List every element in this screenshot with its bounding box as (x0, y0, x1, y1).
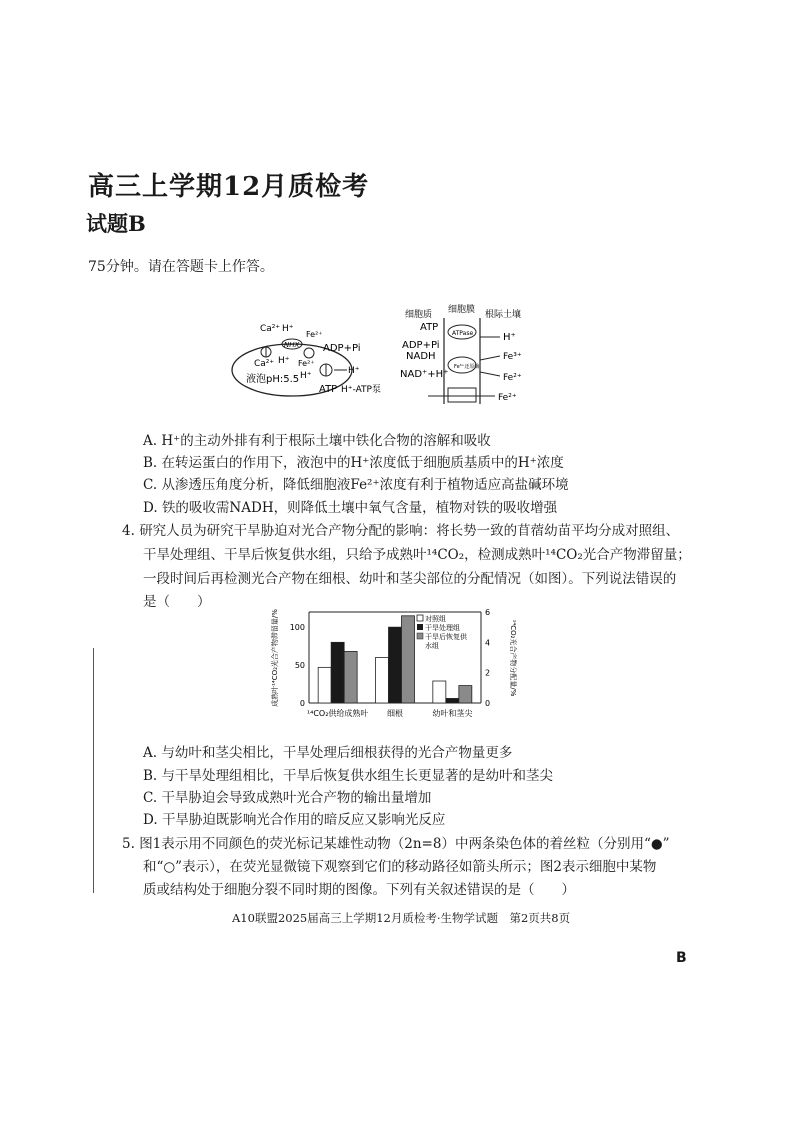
q4-line-2: 干旱处理组、干旱后恢复供水组，只给予成熟叶¹⁴CO₂，检测成熟叶¹⁴CO₂光合产物滞留量； (143, 547, 691, 563)
label-atp-r: ATP (420, 322, 439, 333)
q5-line-2: 和“○”表示），在荧光显微镜下观察到它们的移动路径如箭头所示；图2表示细胞中某物 (143, 859, 657, 875)
bar-2-3 (402, 616, 415, 703)
label-soil: 根际土壤 (485, 310, 522, 320)
chart-category-labels (307, 708, 472, 718)
bar-2-2 (389, 627, 402, 703)
bar-2-1 (376, 658, 389, 704)
page-footer: A10联盟2025届高三上学期12月质检考·生物学试题 第2页共8页 (232, 911, 571, 925)
q4-option-c: C. 干旱胁迫会导致成熟叶光合产物的输出量增加 (143, 790, 432, 806)
left-tick-0: 0 (299, 699, 305, 708)
legend-recovery-cont: 水组 (425, 642, 439, 650)
label-h-atp-pump: H⁺-ATP泵 (341, 385, 381, 395)
exam-note: 75分钟。请在答题卡上作答。 (88, 259, 274, 275)
label-ca2-mid: Ca²⁺ (254, 359, 275, 369)
bar-chart (265, 608, 525, 730)
legend-swatch-drought (417, 624, 423, 630)
left-tick-100: 100 (289, 623, 305, 633)
category-label-1: ¹⁴CO₂供给成熟叶 (306, 709, 369, 718)
page-mark: B (676, 950, 687, 966)
margin-line (93, 648, 94, 893)
legend-control: 对照组 (425, 615, 446, 623)
right-tick-4: 4 (485, 638, 491, 648)
q4-line-3: 一段时间后再检测光合产物在细根、幼叶和茎尖部位的分配情况（如图）。下列说法错误的 (143, 571, 677, 587)
label-atpase: ATPase (452, 330, 474, 337)
label-fe3: Fe³⁺ (503, 352, 522, 362)
q5-line-3: 质或结构处于细胞分裂不同时期的图像。下列有关叙述错误的是（ ） (143, 882, 575, 898)
label-cell-membrane: 细胞膜 (448, 305, 476, 315)
category-label-3: 幼叶和茎尖 (432, 709, 473, 718)
right-membrane-diagram (400, 302, 550, 410)
bar-1-1 (318, 667, 331, 703)
label-h-mid: H⁺ (278, 356, 290, 366)
bar-1-3 (344, 651, 357, 703)
label-fe2-mid: Fe²⁺ (298, 359, 315, 368)
left-vacuole-diagram (222, 318, 387, 400)
label-fe2-r: Fe²⁺ (503, 373, 522, 383)
q3-option-b: B. 在转运蛋白的作用下，液泡中的H⁺浓度低于细胞质基质中的H⁺浓度 (143, 455, 564, 471)
q3-option-c: C. 从渗透压角度分析，降低细胞液Fe²⁺浓度有利于植物适应高盐碱环境 (143, 477, 569, 493)
label-h-low: H⁺ (300, 371, 312, 381)
label-vacuole-ph: 液泡pH:5.5 (246, 374, 300, 385)
bar-3-1 (433, 681, 446, 703)
legend-swatch-recovery (417, 633, 423, 639)
left-tick-50: 50 (294, 661, 305, 671)
label-h-r: H⁺ (503, 332, 516, 343)
q3-option-a: A. H⁺的主动外排有利于根际土壤中铁化合物的溶解和吸收 (143, 433, 491, 449)
chart-legend (417, 614, 468, 650)
exam-title: 高三上学期12月质检考 (88, 172, 370, 202)
q4-option-d: D. 干旱胁迫既影响光合作用的暗反应又影响光反应 (143, 812, 446, 828)
bar-3-2 (446, 698, 459, 703)
left-y-axis-label: 成熟叶¹⁴CO₂光合产物滞留量/% (271, 609, 279, 707)
label-fe2-bottom: Fe²⁺ (498, 393, 517, 403)
right-tick-0: 0 (485, 699, 491, 708)
q3-option-d: D. 铁的吸收需NADH，则降低土壤中氧气含量，植物对铁的吸收增强 (143, 500, 558, 516)
label-adp-r: ADP+Pi (402, 340, 440, 351)
label-nad: NAD⁺+H⁺ (400, 369, 449, 380)
legend-recovery: 干旱后恢复供 (425, 633, 467, 641)
label-h-right: H⁺ (348, 366, 360, 376)
category-label-2: 细根 (387, 709, 403, 718)
right-tick-2: 2 (485, 668, 491, 678)
q4-line-1: 4. 研究人员为研究干旱胁迫对光合产物分配的影响：将长势一致的苜蓿幼苗平均分成对照组、 (122, 523, 680, 539)
q4-option-a: A. 与幼叶和茎尖相比，干旱处理后细根获得的光合产物量更多 (143, 745, 513, 761)
label-ca2-top: Ca²⁺ (260, 324, 281, 334)
legend-drought: 干旱处理组 (425, 624, 460, 632)
bar-3-3 (459, 686, 472, 703)
q4-line-4: 是（ ） (143, 594, 211, 610)
label-reductase: Fe³⁺还原酶 (454, 364, 480, 370)
label-atp: ATP (319, 384, 338, 395)
label-nadh: NADH (406, 351, 436, 362)
label-h-top: H⁺ (282, 324, 294, 334)
right-y-axis-label: ¹⁴CO₂光合产物分配量/% (509, 619, 517, 697)
q4-option-b: B. 与干旱处理组相比，干旱后恢复供水组生长更显著的是幼叶和茎尖 (143, 768, 554, 784)
label-adp-pi: ADP+Pi (323, 343, 361, 354)
label-cytoplasm: 细胞质 (405, 310, 433, 320)
right-tick-6: 6 (485, 608, 491, 617)
exam-subtitle: 试题B (86, 211, 146, 236)
bar-1-2 (331, 642, 344, 703)
label-nhx: NHX (284, 341, 300, 349)
label-fe2-top: Fe²⁺ (306, 330, 323, 339)
legend-swatch-control (417, 615, 423, 621)
q5-line-1: 5. 图1表示用不同颜色的荧光标记某雄性动物（2n=8）中两条染色体的着丝粒（分别用“●” (122, 836, 670, 852)
